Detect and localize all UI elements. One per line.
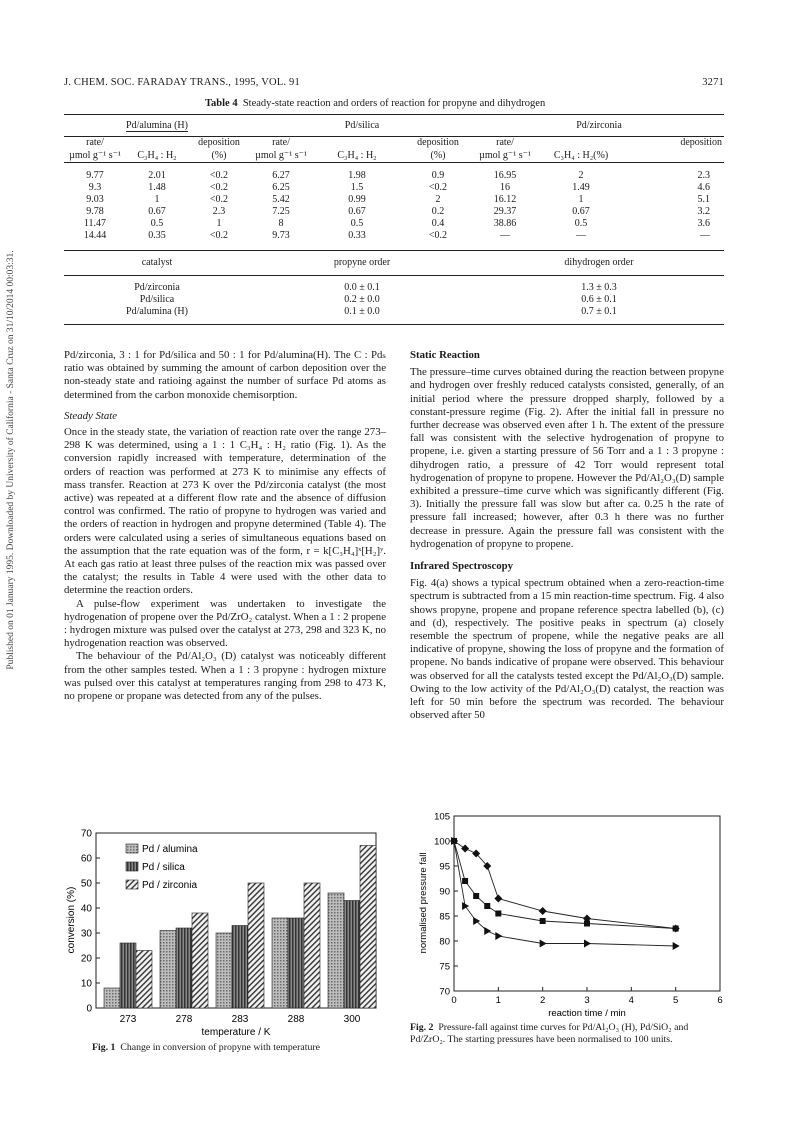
col-deposition-unit: (%) [402,150,474,163]
table-cell: 2.3 [697,170,710,181]
table-row [64,194,724,206]
table-cell: 5.42 [272,194,290,205]
data-point-triangle [584,940,591,948]
bar [288,918,304,1008]
data-point-triangle [673,942,680,950]
data-point-triangle [495,932,502,940]
x-tick-label: 273 [119,1014,137,1025]
download-notice [4,70,18,850]
table-cell: <0.2 [209,194,229,205]
col-ratio: C₃H₄ : H₂ [312,150,402,163]
table-cell: <0.2 [428,182,448,193]
table-cell: <0.2 [428,230,448,241]
table-cell: 1 [578,194,584,205]
x-tick-label: 288 [287,1014,305,1025]
bar [360,846,376,1009]
legend-swatch-silica [126,862,138,871]
series-line [454,841,676,929]
group-header-silica: Pd/silica [250,115,474,137]
x-axis-title: reaction time / min [548,1008,626,1019]
order-row [64,306,724,325]
y-tick-label: 40 [80,903,92,915]
legend-label-silica: Pd / silica [142,862,185,873]
table-cell: 6.25 [272,182,290,193]
y-tick-label: 30 [80,928,92,940]
legend-label-zirconia: Pd / zirconia [142,880,198,891]
table-cell: 16 [500,182,510,193]
table-cell: 1 [216,218,222,229]
bar [176,928,192,1008]
x-tick-label: 6 [717,995,723,1006]
column-header-row-1 [64,137,724,150]
bar [120,943,136,1008]
bar [248,883,264,1008]
table-cell: 0.4 [431,218,445,229]
order-row [64,276,724,295]
table-cell: 0.99 [348,194,366,205]
table-row [64,206,724,218]
table-cell: Pd/zirconia [134,282,180,293]
col-deposition: deposition [402,137,474,150]
table-cell: 0.9 [431,170,445,181]
table-cell: — [500,230,510,241]
col-rate: rate/ [474,137,536,150]
col-deposition: deposition [626,137,724,150]
data-point-diamond [461,845,469,853]
table-cell: — [576,230,586,241]
table-label: Table 4 [205,98,238,109]
order-row [64,294,724,306]
data-point-square [540,918,546,924]
y-tick-label: 75 [439,961,450,973]
data-point-triangle [462,902,469,910]
x-tick-label: 300 [343,1014,361,1025]
table-cell: 2.01 [148,170,166,181]
table-cell: 0.5 [574,218,588,229]
y-tick-label: 70 [80,828,92,840]
x-tick-label: 2 [540,995,546,1006]
col-rate-unit: µmol g⁻¹ s⁻¹ [250,150,312,163]
bar [192,913,208,1008]
data-point-square [473,893,479,899]
table-cell: 0.5 [350,218,364,229]
group-header-alumina: Pd/alumina (H) [64,115,250,137]
table-cell: 8 [278,218,284,229]
table-cell: 9.77 [86,170,104,181]
data-point-square [462,878,468,884]
table-cell: Pd/alumina (H) [64,306,250,325]
table-cell: 0.2 ± 0.0 [344,294,380,305]
y-tick-label: 100 [434,836,450,848]
table-4 [64,114,724,325]
x-tick-label: 283 [231,1014,249,1025]
data-point-diamond [539,907,547,915]
paragraph: Fig. 4(a) shows a typical spectrum obtained when a zero-reaction-time spectrum is subtracted from a 15 min reaction-time spectrum. Fig. 4 also shows propyne, propene and propane reference spectra labelled (b), (c) and (d), respectively. The positive peaks in spectrum (a) closely resemble the spectrum of propene, while the negative peaks are all indicative of propyne, showing the loss of propyne and the formation of propene. No bands indicative of propane were observed. This behaviour was observed for all the catalysts tested except the Pd/Al₂O₃(D) sample. Owing to the low activity of the Pd/Al₂O₃(D) catalyst, the reaction was left for 50 min before the spectrum was recorded. The behaviour observed after 50 [410,577,724,722]
table-cell: 9.3 [88,182,102,193]
table-cell: 0.6 ± 0.1 [581,294,617,305]
y-axis-title: normalised pressure fall [418,852,429,954]
data-point-square [484,903,490,909]
table-cell: 0.67 [572,206,590,217]
y-tick-label: 70 [439,986,450,998]
figure-2-caption-text: Pressure-fall against time curves for Pd/Al₂O₃ (H), Pd/SiO₂ and Pd/ZrO₂. The starting pressures have been normalised to 100 units. [410,1022,689,1045]
data-point-diamond [494,895,502,903]
table-cell: 7.25 [272,206,290,217]
x-tick-label: 3 [584,995,590,1006]
x-tick-label: 278 [175,1014,193,1025]
x-tick-label: 0 [451,995,457,1006]
table-cell: Pd/silica [139,294,175,305]
paragraph: A pulse-flow experiment was undertaken to investigate the hydrogenation of propene over the Pd/ZrO₂ catalyst. When a 1 : 2 propene : hydrogen mixture was pulsed over the catalyst at 273, 298 and 323 K, no hydrogenation reaction was observed. [64,597,386,650]
paragraph: Once in the steady state, the variation of reaction rate over the range 273–298 K was determined, using a 1 : 1 C₃H₄ : H₂ ratio (Fig. 1). As the conversion rapidly increased with temperature, determination of the orders of reaction was performed at 273 K to minimise any effects of mass transfer. Reaction at 273 K over the Pd/zirconia catalyst (the most active) was repeated at a different flow rate and the absence of diffusion control was confirmed. The ratio of propyne to hydrogen was varied and the orders of reaction in hydrogen and propyne determined (Table 4). The orders were calculated using a series of simultaneous equations based on the assumption that the rate equation was of the form, r = k[C₃H₄]ˣ[H₂]ʸ. At each gas ratio at least three pulses of the reaction mix was passed over the catalyst; the results in Table 4 were used with the other data to determine the reaction orders. [64,426,386,597]
table-cell: 0.1 ± 0.0 [250,306,474,325]
figure-1 [64,825,386,1060]
page-number: 3271 [702,77,724,88]
legend-swatch-zirconia [126,880,138,889]
group-header-zirconia: Pd/zirconia [474,115,724,137]
x-tick-label: 5 [673,995,679,1006]
legend-label-alumina: Pd / alumina [142,844,198,855]
order-col-catalyst: catalyst [64,251,250,276]
table-cell: — [700,230,710,241]
text-column-left [64,349,386,703]
table-cell: 1.48 [148,182,166,193]
order-col-dihydrogen: dihydrogen order [474,251,724,276]
y-tick-label: 95 [439,861,450,873]
y-axis-title: conversion (%) [66,886,77,954]
table-cell: 11.47 [83,218,107,229]
y-tick-label: 105 [434,811,450,823]
column-header-row-2 [64,150,724,163]
col-ratio: C₃H₄ : H₂ [126,150,188,163]
bar [104,988,120,1008]
paragraph: The pressure–time curves obtained during the reaction between propyne and hydrogen over freshly reduced catalysts consisted, generally, of an initial period where the pressure dropped sharply, followed by a constant-pressure regime (Fig. 2). After the initial fall in pressure no further decrease was observed even after 1 h. The extent of the pressure fall was consistent with the selective hydrogenation of propyne to propene, i.e. given a starting pressure of 56 Torr and a 1 : 3 propyne : dihydrogen ratio, a pressure of 42 Torr would represent total hydrogenation of propyne to propene. However the Pd/Al₂O₃(D) sample exhibited a pressure–time curve which was significantly different (Fig. 3). Initially the pressure fall was slow but after ca. 0.25 h the rate of pressure fall increased; however, after 0.3 h there was no further decrease in pressure. Again the pressure fall was consistent with the hydrogenation of propyne to propene. [410,366,724,550]
y-tick-label: 0 [86,1003,92,1015]
table-cell: 9.73 [272,230,290,241]
download-notice-text: Published on 01 January 1995. Downloaded by University of California - Santa Cruz on 31/10/2014 00:03:31. [6,250,16,670]
table-cell: 2 [435,194,441,205]
table-cell: 0.33 [348,230,366,241]
table-cell: <0.2 [209,170,229,181]
table-cell: 14.44 [83,230,107,241]
bar [272,918,288,1008]
table-cell: 4.6 [697,182,710,193]
col-rate: rate/ [250,137,312,150]
data-point-triangle [540,940,547,948]
table-cell: 6.27 [272,170,290,181]
table-cell: 0.67 [348,206,366,217]
table-cell: 1.5 [350,182,364,193]
section-heading-static-reaction: Static Reaction [410,349,480,361]
plot-frame [454,816,720,991]
table-cell: 16.95 [493,170,517,181]
table-cell: 0.5 [150,218,164,229]
text-column-right [410,349,724,722]
x-axis-title: temperature / K [201,1027,271,1038]
y-tick-label: 80 [439,936,450,948]
col-rate: rate/ [64,137,126,150]
running-head [64,77,724,88]
table-cell: 0.7 ± 0.1 [474,306,724,325]
bar [232,926,248,1009]
y-tick-label: 85 [439,911,450,923]
y-tick-label: 60 [80,853,92,865]
table-row [64,218,724,230]
y-tick-label: 90 [439,886,450,898]
table-cell: 1 [154,194,160,205]
col-deposition-unit: (%) [188,150,250,163]
bar [160,931,176,1009]
col-deposition: deposition [188,137,250,150]
table-cell: 16.12 [493,194,517,205]
figure-1-caption-text: Change in conversion of propyne with temperature [120,1042,321,1053]
data-point-square [495,911,501,917]
data-point-square [673,926,679,932]
paragraph: Pd/zirconia, 3 : 1 for Pd/silica and 50 : 1 for Pd/alumina(H). The C : Pdₛ ratio was obtained by summing the amount of carbon deposition over the non-steady state and ratioing against the number of surface Pd atoms as determined from the carbon monoxide chemisorption. [64,349,386,401]
table-cell: 0.35 [148,230,166,241]
table-cell: 1.3 ± 0.3 [581,282,617,293]
chart-legend [126,844,198,891]
figure-2-label: Fig. 2 [410,1022,434,1033]
data-point-square [584,921,590,927]
section-heading-steady-state: Steady State [64,409,118,422]
legend-swatch-alumina [126,844,138,853]
figure-1-label: Fig. 1 [92,1042,116,1053]
figure-1-caption [92,1042,392,1054]
col-rate-unit: µmol g⁻¹ s⁻¹ [64,150,126,163]
table-cell: 0.67 [148,206,166,217]
data-point-triangle [484,927,491,935]
table-cell: 38.86 [493,218,517,229]
paragraph: The behaviour of the Pd/Al₂O₃ (D) catalyst was noticeably different from the other samples tested. When a 1 : 3 propyne : hydrogen mixture was pulsed over this catalyst at temperatures ranging from 298 to 473 K, no propene or propane was detected from any of the pulses. [64,650,386,703]
table-cell: 0.2 [431,206,445,217]
bar [304,883,320,1008]
col-rate-unit: µmol g⁻¹ s⁻¹ [474,150,536,163]
x-tick-label: 4 [628,995,634,1006]
journal-citation: J. CHEM. SOC. FARADAY TRANS., 1995, VOL. 91 [64,77,300,88]
bar [344,901,360,1009]
x-tick-label: 1 [495,995,501,1006]
order-col-propyne: propyne order [250,251,474,276]
col-ratio: C₃H₄ : H₂(%) [536,150,626,163]
table-cell: 2 [578,170,584,181]
figure-2-caption [410,1022,724,1045]
y-tick-label: 10 [80,978,92,990]
table-cell: 9.78 [86,206,104,217]
series-line [454,841,676,929]
table-row [64,230,724,251]
table-cell: 2.3 [212,206,226,217]
table-cell: <0.2 [209,182,229,193]
table-cell: 1.98 [348,170,366,181]
table-cell: 9.03 [86,194,104,205]
section-heading-infrared: Infrared Spectroscopy [410,560,514,573]
y-tick-label: 20 [80,953,92,965]
table-row [64,163,724,183]
bar [328,893,344,1008]
table-cell: 3.6 [697,218,710,229]
table-cell: 1.49 [572,182,590,193]
table-title: Steady-state reaction and orders of reaction for propyne and dihydrogen [242,98,546,109]
table-cell: 29.37 [493,206,517,217]
bar [136,951,152,1009]
table-caption [205,98,545,109]
table-cell: <0.2 [209,230,229,241]
table-cell: 3.2 [697,206,710,217]
y-tick-label: 50 [80,878,92,890]
table-cell: 0.0 ± 0.1 [344,282,380,293]
table-cell: 5.1 [697,194,710,205]
table-row [64,182,724,194]
bar [216,933,232,1008]
